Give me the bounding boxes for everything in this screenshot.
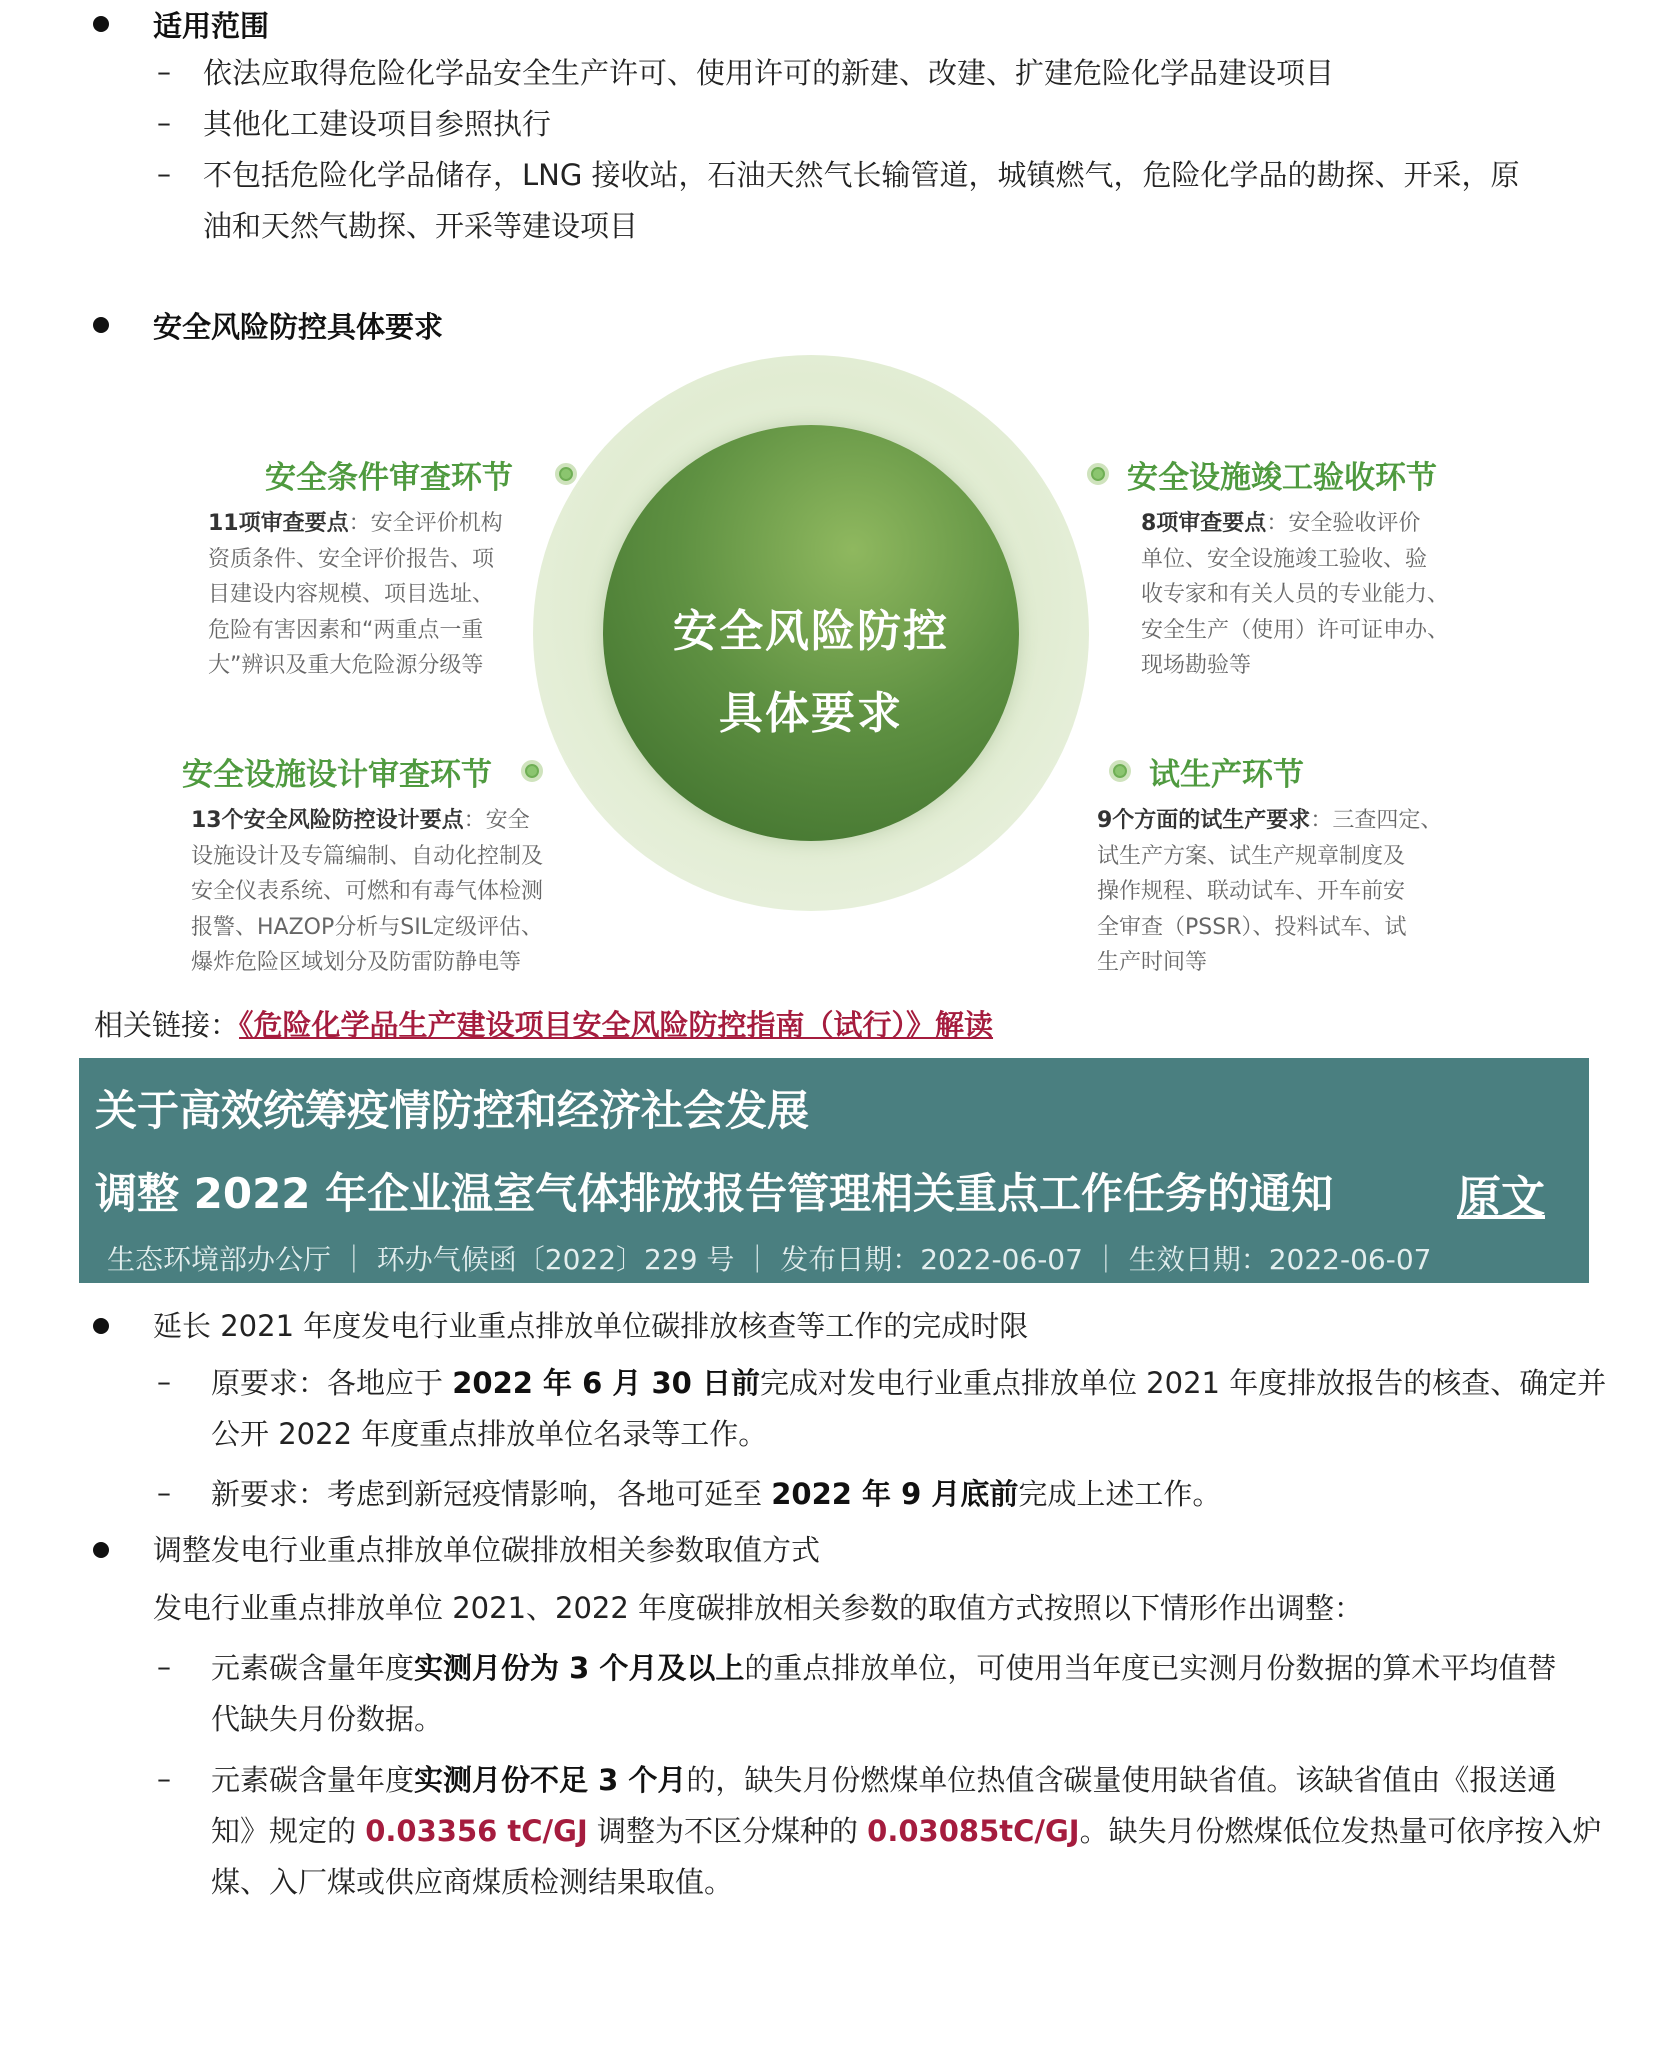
text-span: 元素碳含量年度 — [211, 1763, 415, 1797]
text-span: 知》规定的 — [211, 1814, 366, 1848]
deadline-original: 2022 年 6 月 30 日前 — [452, 1366, 760, 1400]
text-span: 。缺失月份燃煤低位发热量可依序按入炉 — [1079, 1814, 1602, 1848]
notice-title-line1: 关于高效统筹疫情防控和经济社会发展 — [95, 1086, 810, 1135]
original-text-link[interactable]: 原文 — [1457, 1172, 1545, 1223]
scope-heading: 适用范围 — [153, 9, 270, 43]
extend-original-line1 — [211, 1358, 1606, 1408]
section-line: 目建设内容规模、项目选址、 — [208, 582, 495, 607]
section-body-br — [1097, 803, 1457, 981]
text-span: 元素碳含量年度 — [211, 1651, 415, 1685]
section-lead-tl: 11项审查要点 — [208, 511, 349, 536]
section-lead-bl: 13个安全风险防控设计要点 — [191, 808, 464, 833]
text-span: 的重点排放单位，可使用当年度已实测月份数据的算术平均值替 — [744, 1651, 1557, 1685]
section-body-tr — [1141, 506, 1481, 684]
section-line: 安全生产（使用）许可证申办、 — [1141, 617, 1450, 643]
bullet-extend — [93, 1318, 109, 1334]
section-line: 生产时间等 — [1097, 950, 1208, 975]
dash: – — [157, 1476, 171, 1509]
extend-original-line2: 公开 2022 年度重点排放单位名录等工作。 — [211, 1417, 768, 1451]
section-body-tl — [208, 506, 528, 684]
node-dot-tr — [1087, 463, 1109, 485]
bullet-adjust — [93, 1542, 109, 1558]
text-span: 完成上述工作。 — [1018, 1477, 1222, 1511]
section-line: 收专家和有关人员的专业能力、 — [1141, 582, 1450, 607]
section-line: ：安全验收评价 — [1266, 511, 1421, 536]
node-dot-br — [1109, 760, 1131, 782]
node-dot-tl — [555, 463, 577, 485]
dash: – — [157, 1365, 171, 1398]
dash: – — [157, 55, 171, 88]
section-title-bl: 安全设施设计审查环节 — [182, 757, 492, 793]
section-title-br: 试生产环节 — [1149, 757, 1304, 793]
section-line: ：安全 — [463, 808, 530, 833]
center-text-line2: 具体要求 — [719, 688, 903, 739]
section-line: 试生产方案、试生产规章制度及 — [1097, 843, 1406, 869]
section-line: ：三查四定、 — [1310, 808, 1443, 833]
new-default-value: 0.03085tC/GJ — [867, 1814, 1080, 1848]
text-span: 新要求：考虑到新冠疫情影响，各地可延至 — [211, 1477, 772, 1511]
notice-banner — [79, 1058, 1589, 1283]
scope-item-3-cont: 油和天然气勘探、开采等建设项目 — [203, 209, 639, 243]
section-lead-tr: 8项审查要点 — [1141, 511, 1267, 536]
emphasis: 实测月份为 3 个月及以上 — [414, 1651, 745, 1685]
section-line: 资质条件、安全评价报告、项 — [208, 546, 495, 572]
section-line: 安全仪表系统、可燃和有毒气体检测 — [191, 879, 544, 904]
section-line: 危险有害因素和“两重点一重 — [208, 617, 484, 643]
scope-item-3: 不包括危险化学品储存，LNG 接收站，石油天然气长输管道，城镇燃气，危险化学品的勘探、开采，原 — [203, 158, 1520, 192]
extend-new — [211, 1469, 1221, 1519]
text-span: 完成对发电行业重点排放单位 2021 年度排放报告的核查、确定并 — [759, 1366, 1607, 1400]
section-line: 操作规程、联动试车、开车前安 — [1097, 879, 1406, 904]
related-label: 相关链接： — [94, 1008, 240, 1042]
section-line: 设施设计及专篇编制、自动化控制及 — [191, 843, 544, 869]
section-title-tr: 安全设施竣工验收环节 — [1127, 460, 1437, 496]
bullet-requirements — [93, 317, 109, 333]
section-line: ：安全评价机构 — [348, 511, 503, 536]
notice-meta: 生态环境部办公厅 ｜ 环办气候函〔2022〕229 号 ｜ 发布日期：2022-06-07 ｜ 生效日期：2022-06-07 — [107, 1243, 1432, 1276]
dash: – — [157, 1650, 171, 1683]
section-title-tl: 安全条件审查环节 — [265, 460, 513, 496]
center-text-line1: 安全风险防控 — [673, 606, 949, 657]
bullet-adjust-text: 调整发电行业重点排放单位碳排放相关参数取值方式 — [153, 1533, 821, 1567]
section-line: 全审查（PSSR）、投料试车、试 — [1097, 914, 1407, 940]
bullet-extend-text: 延长 2021 年度发电行业重点排放单位碳排放核查等工作的完成时限 — [153, 1309, 1029, 1343]
adjust-intro: 发电行业重点排放单位 2021、2022 年度碳排放相关参数的取值方式按照以下情形作出调整： — [153, 1591, 1364, 1625]
scope-item-1: 依法应取得危险化学品安全生产许可、使用许可的新建、改建、扩建危险化学品建设项目 — [203, 56, 1335, 90]
section-body-bl — [191, 803, 581, 981]
related-link-line — [94, 1003, 993, 1044]
notice-title-line2: 调整 2022 年企业温室气体排放报告管理相关重点工作任务的通知 — [95, 1169, 1334, 1218]
section-line: 现场勘验等 — [1141, 653, 1252, 678]
section-line: 单位、安全设施竣工验收、验 — [1141, 546, 1428, 572]
node-dot-bl — [521, 760, 543, 782]
deadline-new: 2022 年 9 月底前 — [771, 1477, 1019, 1511]
bullet-scope — [93, 16, 109, 32]
adjust-item2-line3: 煤、入厂煤或供应商煤质检测结果取值。 — [211, 1865, 734, 1899]
adjust-item1-line1 — [211, 1643, 1556, 1693]
dash: – — [157, 106, 171, 139]
emphasis: 实测月份不足 3 个月 — [414, 1763, 687, 1797]
adjust-item2-line1 — [211, 1755, 1556, 1805]
requirements-heading: 安全风险防控具体要求 — [153, 310, 444, 344]
dash: – — [157, 157, 171, 190]
adjust-item1-line2: 代缺失月份数据。 — [211, 1702, 444, 1736]
text-span: 调整为不区分煤种的 — [587, 1814, 868, 1848]
scope-item-2: 其他化工建设项目参照执行 — [203, 107, 552, 141]
section-line: 报警、HAZOP分析与SIL定级评估、 — [191, 914, 543, 940]
adjust-item2-line2 — [211, 1806, 1602, 1856]
text-span: 原要求：各地应于 — [211, 1366, 453, 1400]
section-lead-br: 9个方面的试生产要求 — [1097, 808, 1311, 833]
old-default-value: 0.03356 tC/GJ — [365, 1814, 588, 1848]
section-line: 爆炸危险区域划分及防雷防静电等 — [191, 950, 522, 975]
text-span: 的，缺失月份燃煤单位热值含碳量使用缺省值。该缺省值由《报送通 — [686, 1763, 1557, 1797]
related-link[interactable]: 《危险化学品生产建设项目安全风险防控指南（试行）》解读 — [239, 1008, 994, 1042]
dash: – — [157, 1762, 171, 1795]
section-line: 大”辨识及重大危险源分级等 — [208, 653, 484, 678]
